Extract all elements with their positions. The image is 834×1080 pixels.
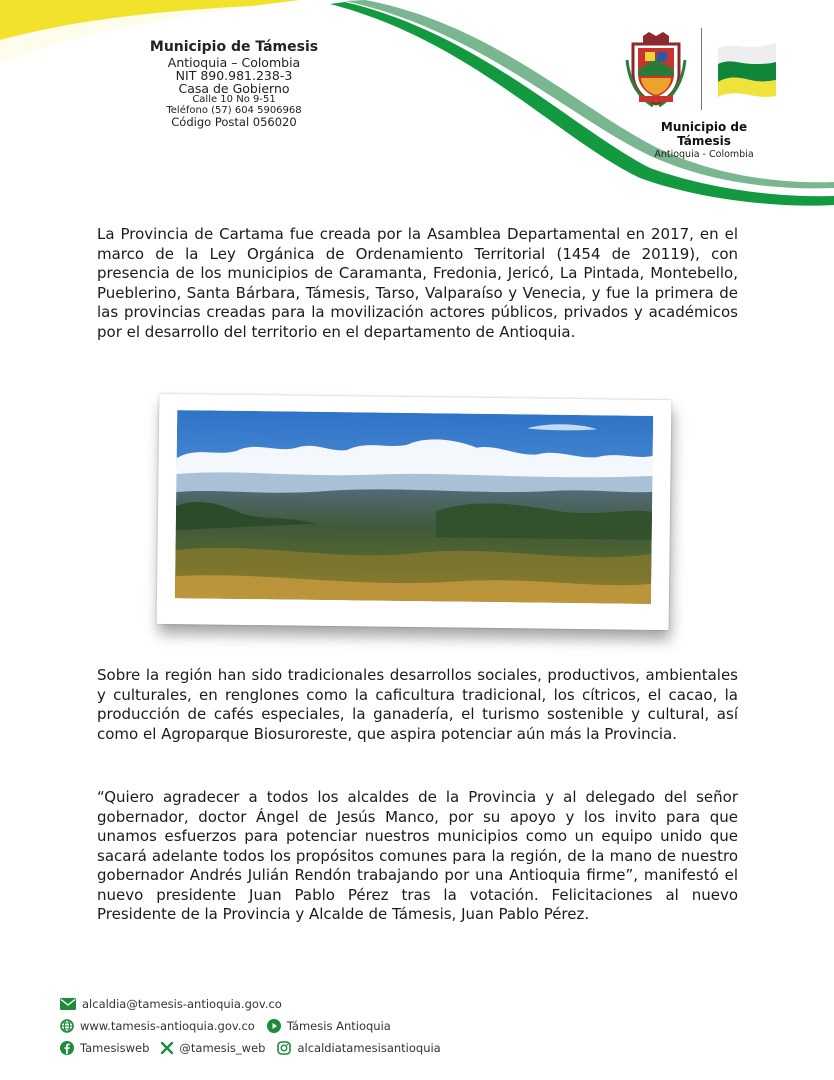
landscape-image <box>175 410 653 604</box>
footer-email-link[interactable]: alcaldia@tamesis-antioquia.gov.co <box>82 997 282 1011</box>
footer-website-link[interactable]: www.tamesis-antioquia.gov.co <box>80 1019 255 1033</box>
header-nit: NIT 890.981.238-3 <box>175 67 293 83</box>
body-paragraph-1: La Provincia de Cartama fue creada por la Asamblea Departamental en 2017, en el marco de la Ley Orgánica de Ordenamiento Territorial (1454 de 20119), con presencia de los municipios de Caramanta, Fredonia, Jericó, La Pintada, Montebello, Pueblerino, Santa Bárbara, Támesis, Tarso, Valparaíso y Venecia, y fue la primera de las provincias creadas para la movilización actores públicos, privados y académicos por el desarrollo del territorio en el departamento de Antioquia. <box>97 225 738 341</box>
brand-block <box>634 120 774 160</box>
footer-x-link[interactable]: @tamesis_web <box>179 1041 266 1055</box>
header-address: Calle 10 No 9-51 <box>192 94 276 106</box>
header-swoosh-decoration <box>0 0 834 215</box>
header-divider <box>701 28 702 110</box>
instagram-icon <box>277 1041 291 1055</box>
municipal-crest-icon <box>625 30 687 108</box>
header-region: Antioquia – Colombia <box>167 54 301 70</box>
header-org-name: Municipio de Támesis <box>149 39 319 55</box>
footer-facebook-link[interactable]: Tamesisweb <box>80 1041 150 1055</box>
brand-region: Antioquia - Colombia <box>654 149 754 160</box>
landscape-photo <box>157 394 672 630</box>
header-contact-block <box>134 40 334 128</box>
footer-contacts <box>60 993 453 1059</box>
facebook-icon <box>60 1041 74 1055</box>
footer-instagram-link[interactable]: alcaldiatamesisantioquia <box>297 1041 441 1055</box>
mail-icon <box>60 998 76 1010</box>
header-building: Casa de Gobierno <box>178 80 290 96</box>
footer-row-web <box>60 1015 453 1037</box>
header-postal-code: Código Postal 056020 <box>171 115 297 130</box>
header-phone: Teléfono (57) 604 5906968 <box>166 104 302 116</box>
x-icon <box>161 1042 173 1054</box>
body-paragraph-3: “Quiero agradecer a todos los alcaldes de la Provincia y al delegado del señor gobernador, doctor Ángel de Jesús Manco, por su apoyo y los invito para que unamos esfuerzos para potenciar nuestros municipios como un equipo unido que sacará adelante todos los propósitos comunes para la región, de la mano de nuestro gobernador Andrés Julián Rendón trabajando por una Antioquia firme”, manifestó el nuevo presidente Juan Pablo Pérez tras la votación. Felicitaciones al nuevo Presidente de la Provincia y Alcalde de Támesis, Juan Pablo Pérez. <box>97 788 738 923</box>
footer-row-email <box>60 993 453 1015</box>
globe-icon <box>60 1019 74 1033</box>
body-paragraph-2: Sobre la región han sido tradicionales desarrollos sociales, productivos, ambientales y culturales, en renglones como la caficultura tradicional, los cítricos, el cacao, la producción de cafés especiales, la ganadería, el turismo sostenible y cultural, así como el Agroparque Biosuroreste, que aspira potenciar aún más la Provincia. <box>97 666 738 743</box>
footer-youtube-link[interactable]: Támesis Antioquia <box>286 1019 391 1033</box>
brand-name: Municipio de Támesis <box>660 120 748 148</box>
youtube-icon <box>267 1019 281 1033</box>
footer-row-social <box>60 1037 453 1059</box>
antioquia-flag-icon <box>718 42 776 97</box>
